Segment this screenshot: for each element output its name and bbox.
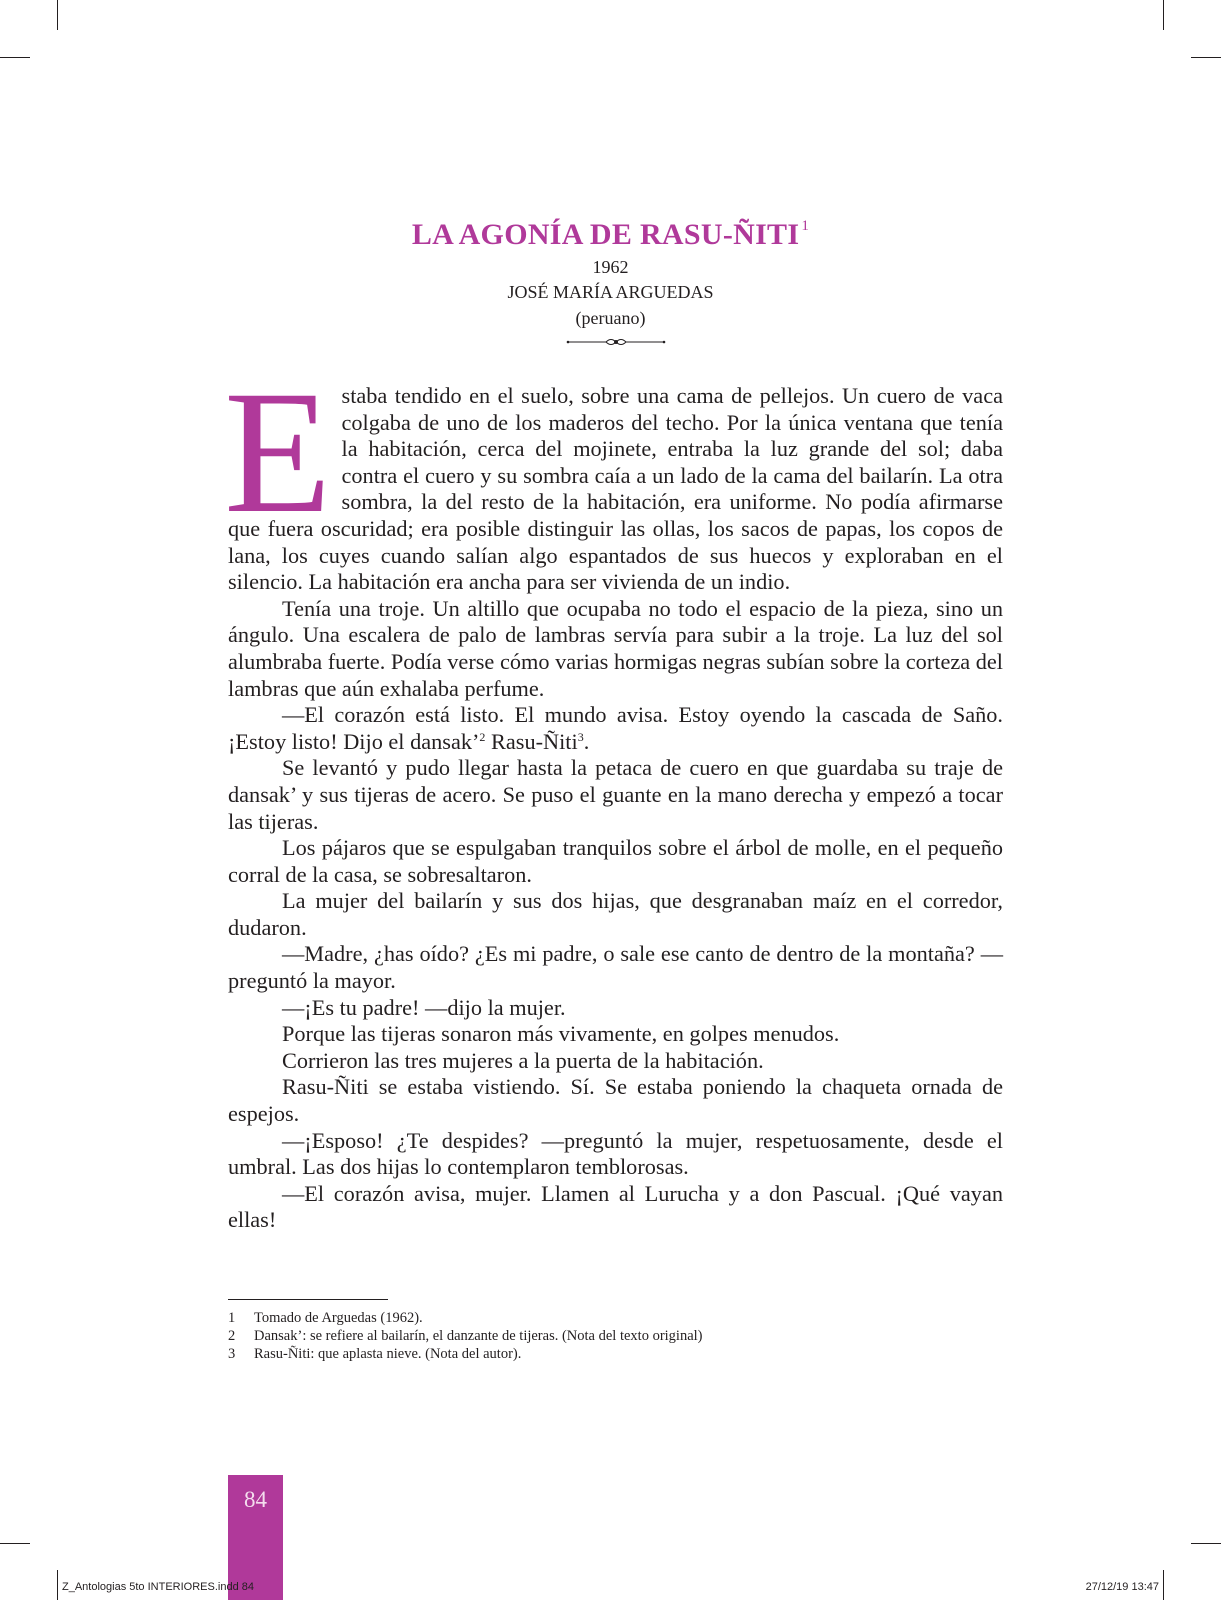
paragraph: —¡Esposo! ¿Te despides? —preguntó la mujer, respetuosamente, desde el umbral. Las dos hijas lo contemplaron temblorosas.: [228, 1127, 1003, 1180]
paragraph: [228, 702, 1003, 755]
footnote-ref: 3: [577, 729, 584, 744]
paragraph: Tenía una troje. Un altillo que ocupaba no todo el espacio de la pieza, sino un ángulo. Una escalera de palo de lambras servía para subir a la troje. La luz del sol alumbraba fuerte. Podía verse cómo varias hormigas negras subían sobre la corteza del lambras que aún exhalaba perfume.: [228, 595, 1003, 701]
story-body: [224, 355, 1003, 1234]
author-nationality: (peruano): [575, 308, 646, 328]
footnote-text: Tomado de Arguedas (1962).: [254, 1310, 423, 1326]
footnote-text: Rasu-Ñiti: que aplasta nieve. (Nota del autor).: [254, 1346, 522, 1362]
footnote-number: 1: [228, 1310, 236, 1326]
paragraph: Rasu-Ñiti se estaba vistiendo. Sí. Se estaba poniendo la chaqueta ornada de espejos.: [228, 1074, 1003, 1127]
paragraph: Porque las tijeras sonaron más vivamente, en golpes menudos.: [282, 1021, 840, 1047]
title-footnote-ref: 1: [801, 218, 810, 234]
page-number: 84: [244, 1487, 267, 1512]
publication-year: 1962: [592, 257, 629, 277]
dialogue-text: .: [583, 728, 590, 754]
paragraph: Los pájaros que se espulgaban tranquilos sobre el árbol de molle, en el pequeño corral de la casa, se sobresaltaron.: [228, 835, 1003, 887]
crop-mark: [1163, 1570, 1164, 1600]
footnote: [228, 1327, 1028, 1345]
footnote-ref: 2: [479, 729, 486, 744]
footnote: [228, 1309, 1028, 1327]
author-name: JOSÉ MARÍA ARGUEDAS: [507, 282, 714, 302]
paragraph: —Madre, ¿has oído? ¿Es mi padre, o sale ese canto de dentro de la montaña? —preguntó la mayor.: [228, 941, 1003, 994]
print-slug-file: Z_Antologias 5to INTERIORES.indd 84: [62, 1581, 254, 1593]
paragraph: Se levantó y pudo llegar hasta la petaca de cuero en que guardaba su traje de dansak’ y sus tijeras de acero. Se puso el guante en la mano derecha y empezó a tocar las tijeras.: [228, 755, 1003, 834]
dialogue-text: Rasu-Ñiti: [485, 728, 578, 754]
footnote-number: 3: [228, 1346, 236, 1362]
drop-cap: E: [224, 355, 332, 550]
paragraph: —El corazón avisa, mujer. Llamen al Lurucha y a don Pascual. ¡Qué vayan ellas!: [228, 1180, 1003, 1233]
page-title: [0, 218, 1221, 252]
print-slug-date: 27/12/19 13:47: [1085, 1581, 1159, 1593]
title-text: LA AGONÍA DE RASU-ÑITI: [411, 218, 800, 251]
paragraph: La mujer del bailarín y sus dos hijas, que desgranaban maíz en el corredor, dudaron.: [228, 888, 1003, 940]
footnote-divider: [228, 1299, 388, 1300]
footnote-text: Dansak’: se refiere al bailarín, el danzante de tijeras. (Nota del texto original): [254, 1328, 703, 1344]
paragraph: [224, 355, 1003, 596]
paragraph-text: staba tendido en el suelo, sobre una cama de pellejos. Un cuero de vaca colgaba de uno de los maderos del techo. Por la única ventana que tenía la habitación, cerca del mojinete, entraba la luz grande del sol; daba contra el cuero y su sombra caía a un lado de la cama del bailarín. La otra sombra, la del resto de la habitación, era uniforme. No podía afirmarse que fuera oscuridad; era posible distinguir las ollas, los sacos de papas, los copos de lana, los cuyes cuando salían algo espantados de sus huecos y exploraban en el silencio. La habitación era ancha para ser vivienda de un indio.: [228, 383, 1003, 595]
paragraph: Corrieron las tres mujeres a la puerta de la habitación.: [282, 1047, 764, 1073]
footnotes: [228, 1309, 1028, 1363]
ornament-divider: [566, 335, 666, 349]
paragraph: —¡Es tu padre! —dijo la mujer.: [282, 994, 566, 1020]
crop-mark: [1163, 0, 1164, 30]
crop-mark: [1191, 1543, 1221, 1544]
footnote-number: 2: [228, 1328, 236, 1344]
crop-mark: [0, 57, 30, 58]
dialogue-text: —El corazón está listo. El mundo avisa. Estoy oyendo la cascada de Saño. ¡Estoy listo! Dijo el dansak’: [228, 702, 1003, 754]
crop-mark: [57, 1570, 58, 1600]
crop-mark: [57, 0, 58, 30]
crop-mark: [0, 1543, 30, 1544]
crop-mark: [1191, 57, 1221, 58]
footnote: [228, 1345, 1028, 1363]
